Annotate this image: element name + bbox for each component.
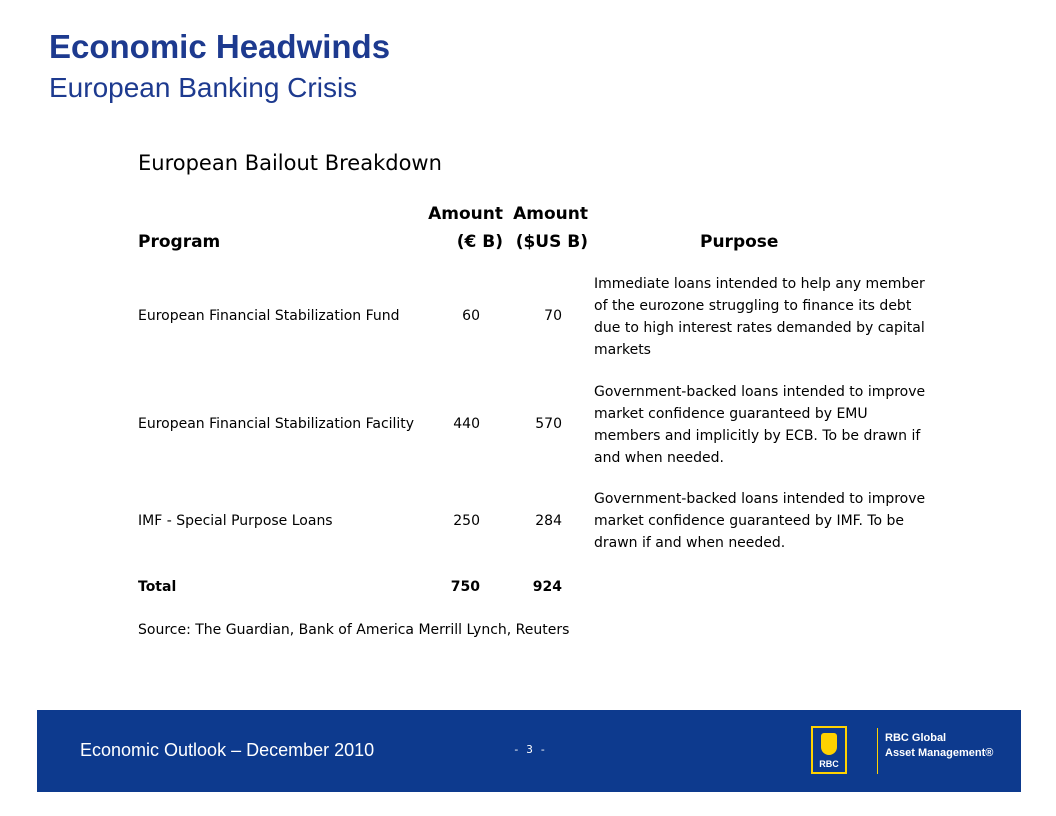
- row-1-purpose: Immediate loans intended to help any member of the eurozone struggling to finance its debt due to high interest rates demanded by capital markets: [594, 276, 925, 358]
- row-2-program: European Financial Stabilization Facility: [138, 416, 415, 432]
- row-2-purpose: Government-backed loans intended to improve market confidence guaranteed by EMU members and implicitly by ECB. To be drawn if and when needed.: [594, 384, 926, 466]
- header-amount-eur: [420, 200, 503, 256]
- header-amount-eur-line1: Amount: [428, 204, 503, 224]
- footer-bar: [37, 710, 1021, 792]
- header-amount-eur-line2: (€ B): [456, 232, 503, 252]
- header-purpose: Purpose: [700, 232, 779, 252]
- slide-title: Economic Headwinds: [49, 28, 391, 65]
- row-2-amount-usd: 570: [535, 416, 562, 432]
- lion-shield-icon: [821, 733, 837, 755]
- source-note: Source: The Guardian, Bank of America Merrill Lynch, Reuters: [138, 622, 570, 638]
- brand-divider: [877, 728, 878, 774]
- header-amount-usd-line2: ($US B): [515, 232, 588, 252]
- header-program: Program: [138, 232, 221, 252]
- header-amount-usd-line1: Amount: [513, 204, 588, 224]
- row-3-purpose: Government-backed loans intended to improve market confidence guaranteed by IMF. To be drawn if and when needed.: [594, 491, 926, 551]
- row-1-program: European Financial Stabilization Fund: [138, 308, 400, 324]
- logo-text: RBC: [819, 759, 839, 769]
- row-1-amount-usd: 70: [544, 308, 562, 324]
- row-3-amount-usd: 284: [535, 513, 562, 529]
- page-number: - 3 -: [513, 743, 547, 756]
- table-title: European Bailout Breakdown: [138, 151, 442, 175]
- total-amount-eur: 750: [450, 579, 480, 595]
- row-3-program: IMF - Special Purpose Loans: [138, 513, 333, 529]
- row-1-amount-eur: 60: [462, 308, 480, 324]
- brand-name: [885, 731, 993, 761]
- row-2-amount-eur: 440: [453, 416, 480, 432]
- brand-line-1: RBC Global: [885, 732, 947, 744]
- rbc-logo-icon: [811, 726, 847, 774]
- total-label: Total: [138, 579, 177, 595]
- header-amount-usd: [508, 200, 588, 256]
- slide-subtitle: European Banking Crisis: [49, 72, 358, 103]
- row-3-amount-eur: 250: [453, 513, 480, 529]
- total-amount-usd: 924: [532, 579, 562, 595]
- footer-text: Economic Outlook – December 2010: [80, 740, 375, 760]
- brand-line-2: Asset Management®: [885, 747, 994, 759]
